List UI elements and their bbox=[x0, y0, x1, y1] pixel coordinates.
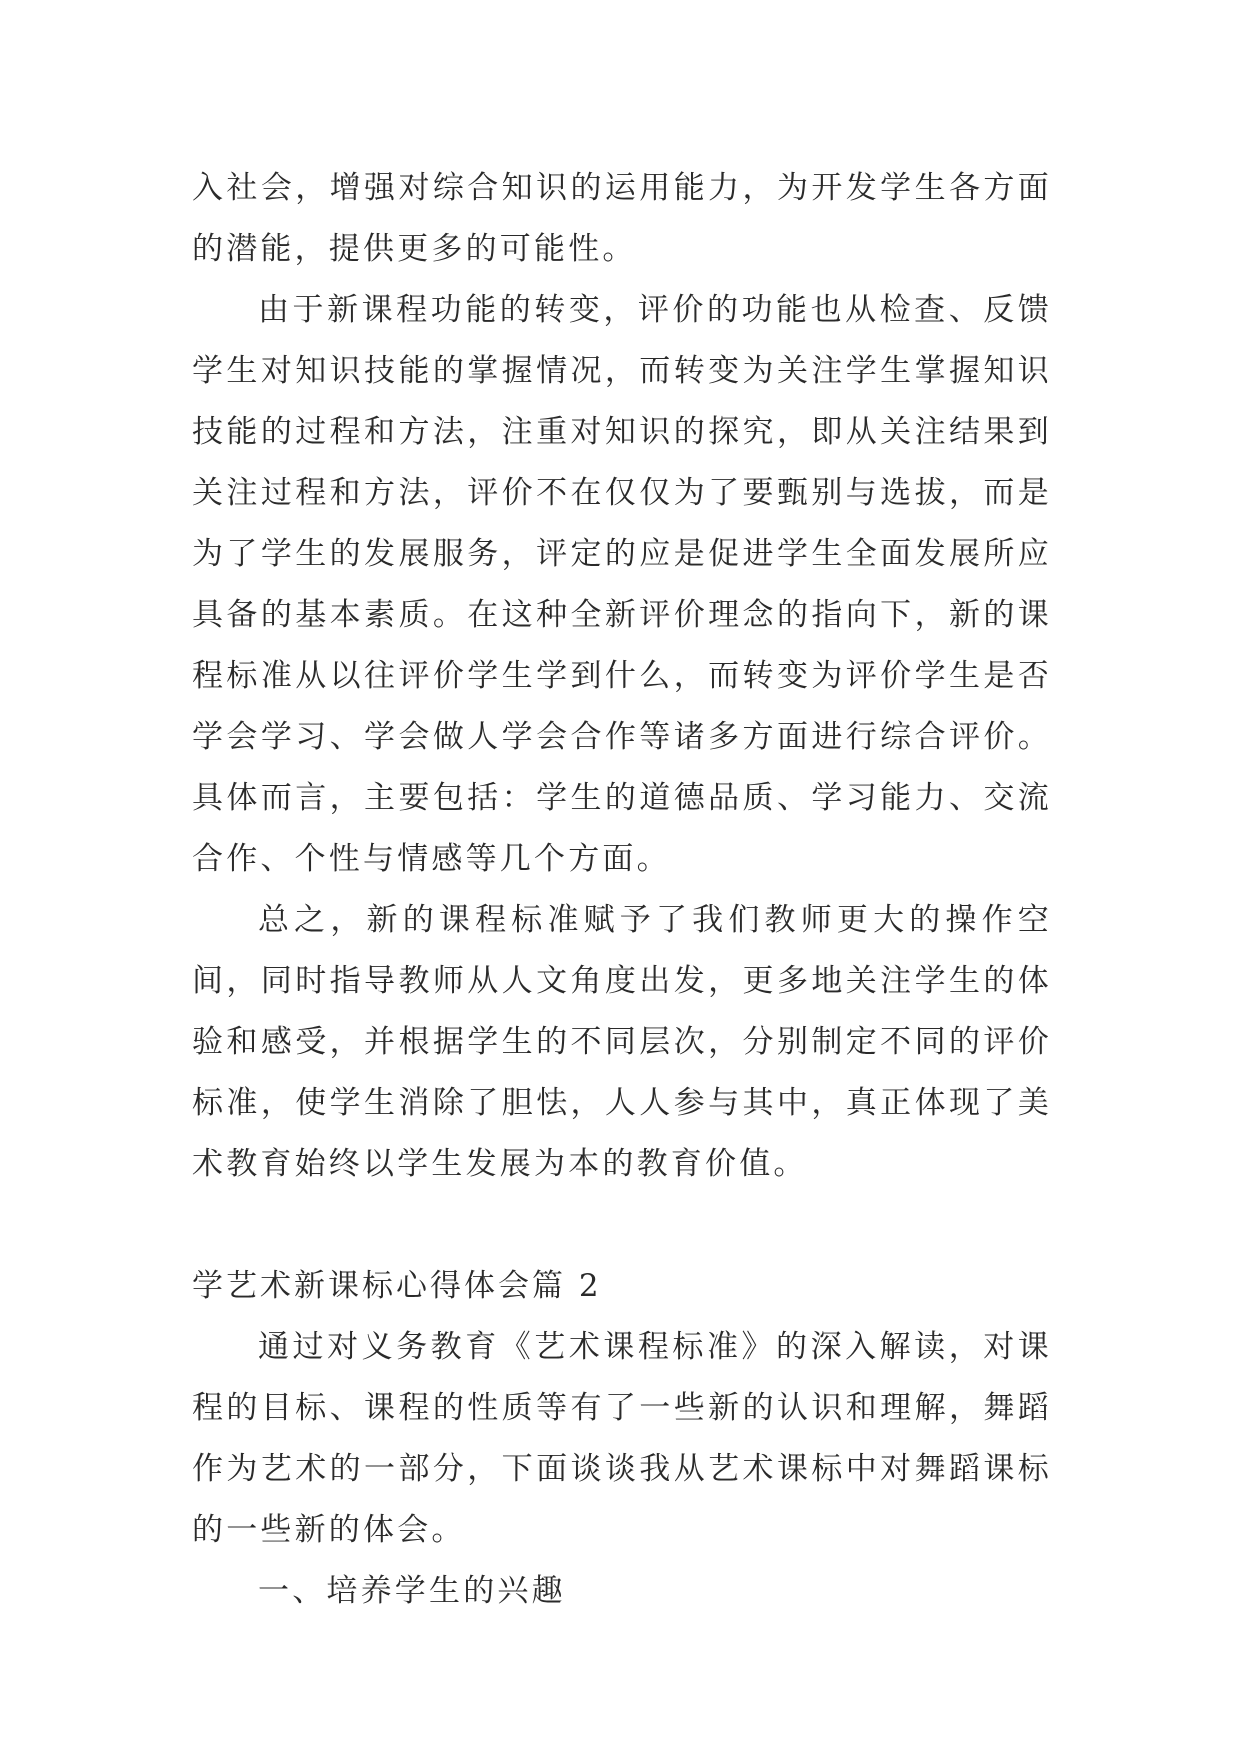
paragraph: 入社会，增强对综合知识的运用能力，为开发学生各方面的潜能，提供更多的可能性。 bbox=[192, 170, 1052, 267]
paragraph: 由于新课程功能的转变，评价的功能也从检查、反馈学生对知识技能的掌握情况，而转变为关注学生掌握知识技能的过程和方法，注重对知识的探究，即从关注结果到关注过程和方法，评价不在仅仅为了要甄别与选拔，而是为了学生的发展服务，评定的应是促进学生全面发展所应具备的基本素质。在这种全新评价理念的指向下，新的课程标准从以往评价学生学到什么，而转变为评价学生是否学会学习、学会做人学会合作等诸多方面进行综合评价。具体而言，主要包括：学生的道德品质、学习能力、交流合作、个性与情感等几个方面。 bbox=[192, 292, 1052, 877]
section-heading: 学艺术新课标心得体会篇 2 bbox=[192, 1268, 602, 1304]
paragraph: 总之，新的课程标准赋予了我们教师更大的操作空间，同时指导教师从人文角度出发，更多地关注学生的体验和感受，并根据学生的不同层次，分别制定不同的评价标准，使学生消除了胆怯，人人参与其中，真正体现了美术教育始终以学生发展为本的教育价值。 bbox=[192, 902, 1052, 1182]
paragraph: 一、培养学生的兴趣 bbox=[258, 1573, 566, 1609]
paragraph: 通过对义务教育《艺术课程标准》的深入解读，对课程的目标、课程的性质等有了一些新的认识和理解，舞蹈作为艺术的一部分，下面谈谈我从艺术课标中对舞蹈课标的一些新的体会。 bbox=[192, 1329, 1052, 1548]
document-body bbox=[192, 158, 1052, 1622]
